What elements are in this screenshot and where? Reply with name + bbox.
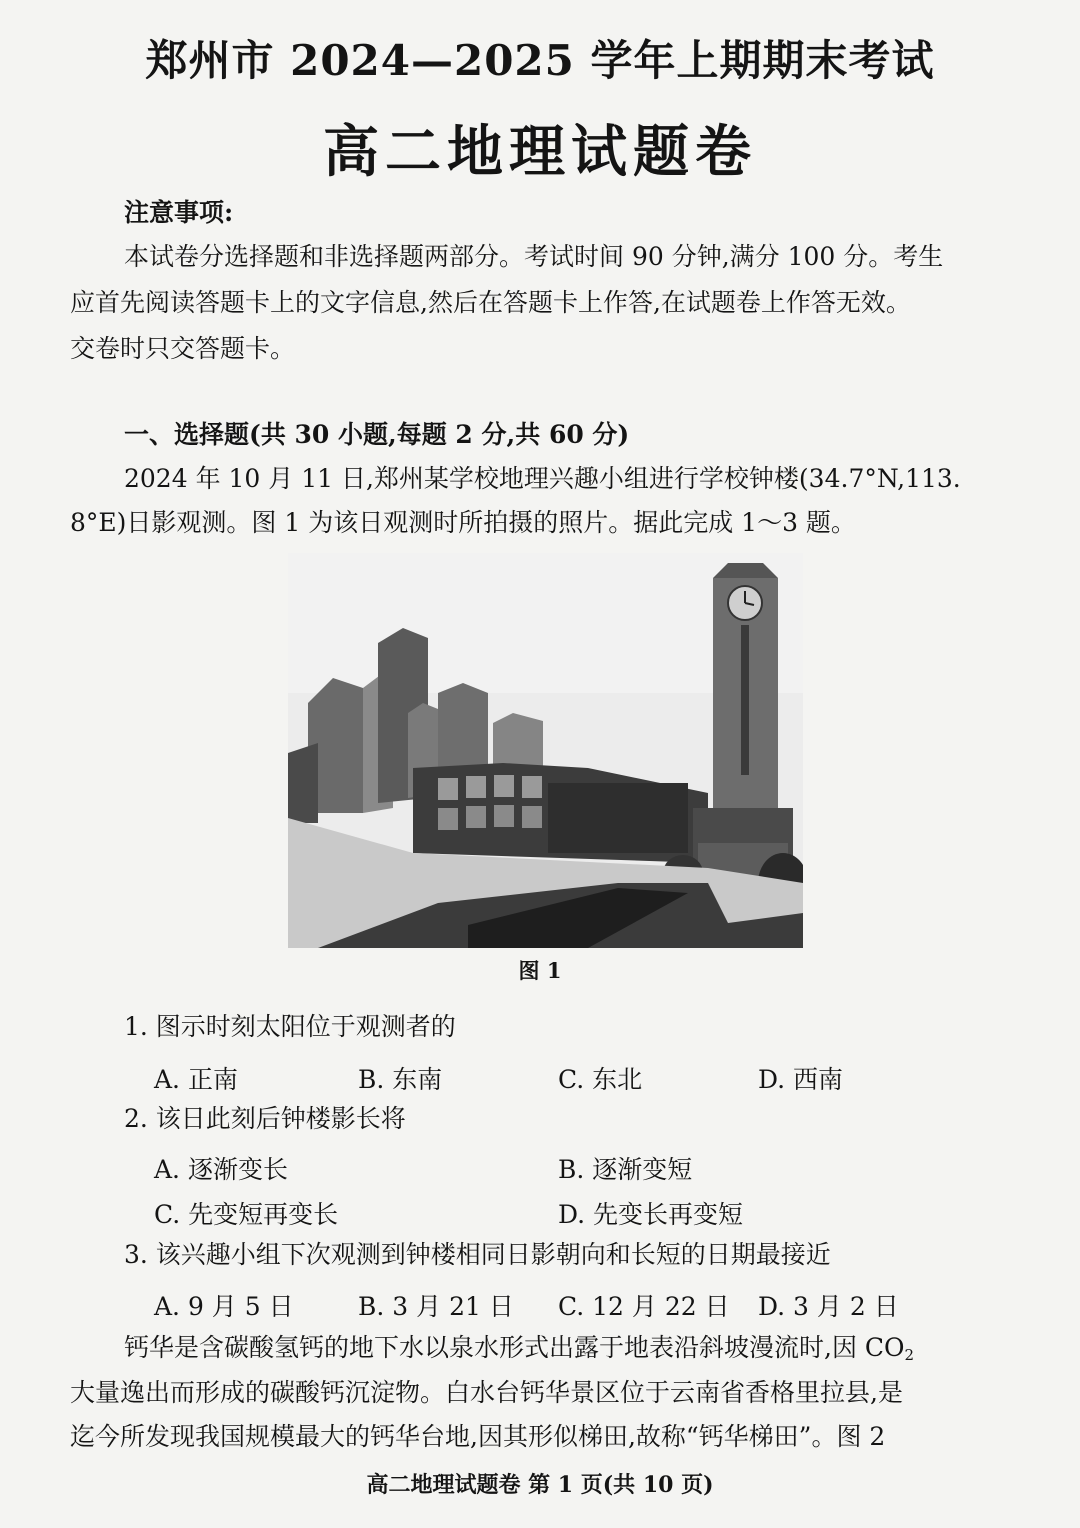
question-3-option-b: B. 3 月 21 日	[358, 1292, 514, 1321]
question-1-stem: 1. 图示时刻太阳位于观测者的	[124, 1012, 456, 1041]
notice-line-3: 交卷时只交答题卡。	[70, 334, 296, 363]
section-intro-line-1: 2024 年 10 月 11 日,郑州某学校地理兴趣小组进行学校钟楼(34.7°N,113.	[124, 464, 961, 493]
co2-subscript: 2	[904, 1346, 915, 1364]
paper-title: 高二地理试题卷	[323, 119, 757, 185]
notice-line-1: 本试卷分选择题和非选择题两部分。考试时间 90 分钟,满分 100 分。考生	[124, 242, 944, 271]
passage-line-3: 迄今所发现我国规模最大的钙华台地,因其形似梯田,故称“钙华梯田”。图 2	[70, 1422, 886, 1451]
question-2-option-d: D. 先变长再变短	[558, 1200, 744, 1229]
passage-line-1-text: 钙华是含碳酸氢钙的地下水以泉水形式出露于地表沿斜坡漫流时,因 CO	[124, 1333, 905, 1362]
question-2-option-a: A. 逐渐变长	[154, 1155, 288, 1184]
section-heading: 一、选择题(共 30 小题,每题 2 分,共 60 分)	[124, 420, 630, 449]
question-3-option-c: C. 12 月 22 日	[558, 1292, 730, 1321]
question-1-option-a: A. 正南	[154, 1065, 238, 1094]
question-1-option-d: D. 西南	[758, 1065, 844, 1094]
question-2-option-b: B. 逐渐变短	[558, 1155, 693, 1184]
passage-line-2: 大量逸出而形成的碳酸钙沉淀物。白水台钙华景区位于云南省香格里拉县,是	[70, 1378, 903, 1407]
question-1-option-b: B. 东南	[358, 1065, 443, 1094]
figure-1-caption: 图 1	[518, 958, 562, 983]
exam-title: 郑州市 2024—2025 学年上期期末考试	[145, 36, 935, 85]
question-3-stem: 3. 该兴趣小组下次观测到钟楼相同日影朝向和长短的日期最接近	[124, 1240, 831, 1269]
question-1-option-c: C. 东北	[558, 1065, 643, 1094]
notice-heading: 注意事项:	[124, 198, 234, 227]
figure-1-photo	[288, 553, 803, 948]
question-2-option-c: C. 先变短再变长	[154, 1200, 339, 1229]
page-footer: 高二地理试题卷 第 1 页(共 10 页)	[366, 1472, 714, 1498]
question-2-stem: 2. 该日此刻后钟楼影长将	[124, 1104, 406, 1133]
question-3-option-a: A. 9 月 5 日	[154, 1292, 294, 1321]
section-intro-line-2: 8°E)日影观测。图 1 为该日观测时所拍摄的照片。据此完成 1～3 题。	[70, 508, 856, 537]
question-3-option-d: D. 3 月 2 日	[758, 1292, 899, 1321]
notice-line-2: 应首先阅读答题卡上的文字信息,然后在答题卡上作答,在试题卷上作答无效。	[70, 288, 911, 317]
